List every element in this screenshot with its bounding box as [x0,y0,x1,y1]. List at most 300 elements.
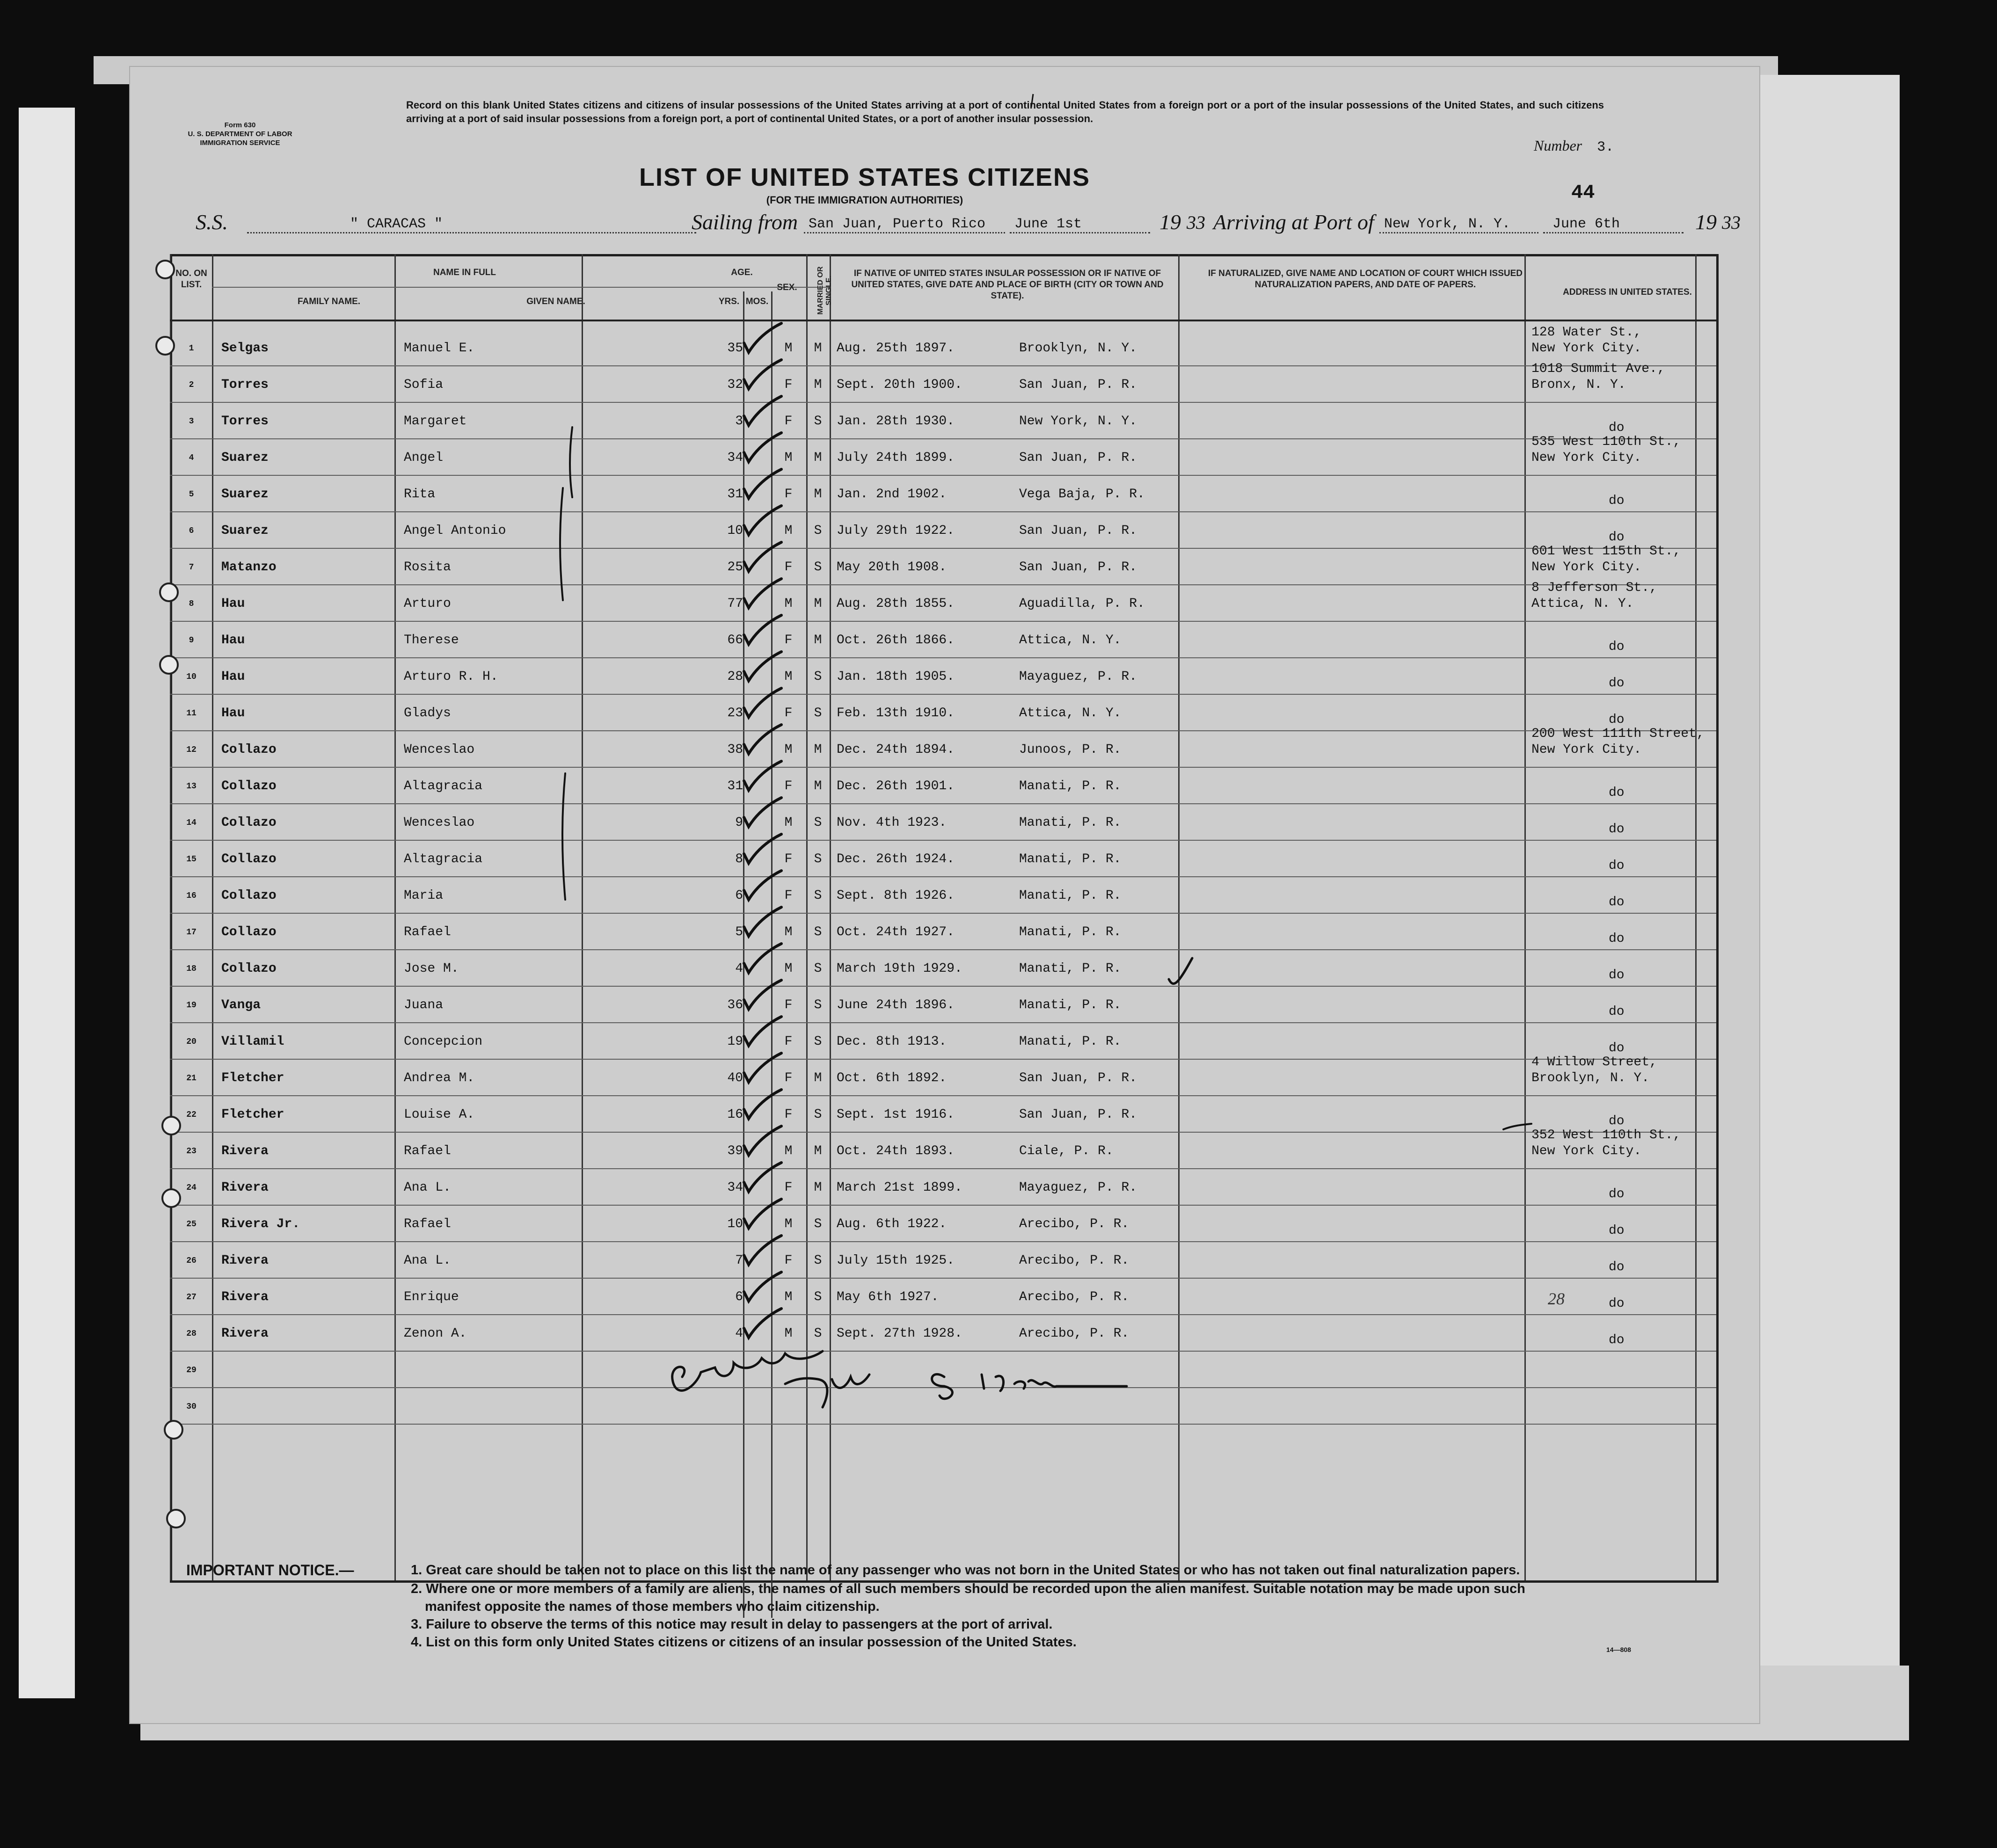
cell-address-line: do [1609,1004,1625,1019]
cell-birth-place: Brooklyn, N. Y. [1019,341,1137,356]
check-mark [744,1126,781,1155]
cell-family: Vanga [221,998,261,1012]
cell-address-line: do [1609,1041,1625,1055]
cell-birth-place: Vega Baja, P. R. [1019,487,1145,502]
cell-birth-date: Sept. 1st 1916. [837,1107,955,1122]
cell-address-line: do [1609,786,1625,800]
cell-birth-date: Sept. 8th 1926. [837,888,955,903]
cell-given: Angel Antonio [404,524,506,538]
check-mark [744,396,781,425]
cell-birth-place: Junoos, P. R. [1019,742,1122,757]
cell-address-line: do [1609,895,1625,909]
cell-birth-place: Ciale, P. R. [1019,1144,1114,1158]
cell-birth-place: San Juan, P. R. [1019,1071,1137,1085]
header-married-or-single: MARRIED OR SINGLE. [816,266,833,315]
cell-ms: S [814,925,822,939]
cell-given: Altagracia [404,779,483,793]
cell-no: 12 [186,745,197,755]
cell-birth-place: Manati, P. R. [1019,852,1122,866]
cell-yrs: 10 [727,1217,743,1231]
service: IMMIGRATION SERVICE [200,139,280,147]
cell-birth-place: Manati, P. R. [1019,888,1122,903]
cell-given: Wenceslao [404,815,475,830]
cell-given: Rafael [404,1217,451,1231]
cell-ms: M [814,378,822,392]
cell-ms: M [814,633,822,648]
cell-yrs: 3 [735,414,743,429]
cell-address-line: 4 Willow Street, [1531,1055,1657,1070]
cell-sex: M [784,597,793,611]
cell-address-line: do [1609,931,1625,946]
number-label: Number [1534,137,1582,154]
cell-ms: M [814,597,822,611]
check-mark [744,1199,781,1228]
cell-ms: M [814,487,822,502]
cell-yrs: 25 [727,560,743,575]
cell-ms: S [814,560,822,575]
cell-birth-date: Jan. 18th 1905. [837,669,955,684]
cell-birth-date: Aug. 6th 1922. [837,1217,947,1231]
header-no-on-list: NO. ON LIST. [175,269,207,290]
signature-title [785,1375,869,1407]
cell-ms: S [814,524,822,538]
cell-no: 21 [186,1074,197,1083]
cell-yrs: 19 [727,1034,743,1049]
cell-ms: M [814,451,822,465]
punch-hole [161,1116,181,1135]
print-code: 14—808 [1606,1646,1631,1653]
cell-birth-date: Jan. 28th 1930. [837,414,955,429]
cell-given: Altagracia [404,852,483,866]
cell-birth-date: Dec. 24th 1894. [837,742,955,757]
check-mark [744,579,781,608]
ship-name: " CARACAS " [350,216,443,232]
cell-given: Wenceslao [404,742,475,757]
punch-hole [155,260,175,279]
cell-ms: M [814,1180,822,1195]
cell-sex: F [784,1034,793,1049]
cell-address-line: 1018 Summit Ave., [1531,362,1665,376]
cell-address-line: New York City. [1531,341,1642,356]
cell-given: Zenon A. [404,1326,467,1341]
cell-address-line: do [1609,421,1625,435]
cell-address-line: 352 West 110th St., [1531,1128,1681,1142]
cell-sex: M [784,1144,793,1158]
cell-ms: M [814,341,822,356]
cell-given: Gladys [404,706,451,720]
cell-yrs: 4 [735,1326,743,1341]
cell-family: Rivera [221,1180,269,1195]
cell-family: Selgas [221,341,269,356]
check-mark [744,506,781,535]
notice-item-2-continued: manifest opposite the names of those members who claim citizenship. [425,1599,880,1614]
cell-yrs: 40 [727,1071,743,1085]
sail-year-prefix: 19 [1159,210,1181,234]
punch-hole [159,655,179,675]
cell-sex: F [784,414,793,429]
cell-yrs: 23 [727,706,743,720]
cell-given: Juana [404,998,444,1012]
cell-sex: F [784,779,793,793]
check-mark [744,798,781,827]
cell-address-line: do [1609,1260,1625,1274]
cell-yrs: 39 [727,1144,743,1158]
cell-no: 30 [186,1402,197,1411]
cell-address-line: do [1609,676,1625,691]
cell-birth-place: Manati, P. R. [1019,815,1122,830]
cell-family: Matanzo [221,560,277,575]
cell-yrs: 31 [727,487,743,502]
cell-family: Suarez [221,451,269,465]
header-sex: SEX. [777,283,797,292]
cell-no: 6 [189,526,194,536]
cell-birth-date: Jan. 2nd 1902. [837,487,947,502]
cell-yrs: 7 [735,1253,743,1268]
cell-yrs: 8 [735,852,743,866]
cell-sex: F [784,852,793,866]
header-naturalized: IF NATURALIZED, GIVE NAME AND LOCATION OF COURT WHICH ISSUED NATURALIZATION PAPERS, AND DATE OF PAPERS. [1208,269,1523,290]
cell-given: Therese [404,633,459,648]
cell-sex: F [784,560,793,575]
cell-no: 8 [189,599,194,609]
cell-yrs: 6 [735,1290,743,1304]
cell-given: Jose M. [404,961,459,976]
cell-given: Maria [404,888,444,903]
cell-birth-date: Dec. 8th 1913. [837,1034,947,1049]
notice-label: IMPORTANT NOTICE.— [186,1562,354,1579]
bracket-marks [560,427,572,900]
cell-address-line: Attica, N. Y. [1531,597,1634,611]
cell-yrs: 4 [735,961,743,976]
check-mark [744,323,781,352]
cell-yrs: 28 [727,669,743,684]
signature-time [932,1374,1127,1398]
cell-sex: M [784,669,793,684]
cell-given: Rafael [404,1144,451,1158]
cell-ms: S [814,1107,822,1122]
cell-birth-place: Attica, N. Y. [1019,633,1122,648]
cell-address-line: do [1609,1296,1625,1311]
cell-no: 24 [186,1183,197,1193]
cell-birth-date: Oct. 24th 1893. [837,1144,955,1158]
cell-given: Rafael [404,925,451,939]
margin-number: 28 [1548,1289,1565,1308]
cell-given: Concepcion [404,1034,483,1049]
check-mark [744,980,781,1009]
bracket-mark-torres [570,427,572,497]
cell-sex: F [784,487,793,502]
form-number: Form 630 [224,121,256,129]
cell-family: Suarez [221,487,269,502]
check-mark [744,542,781,571]
cell-birth-place: Arecibo, P. R. [1019,1326,1130,1341]
cell-family: Hau [221,706,245,720]
cell-birth-date: May 20th 1908. [837,560,947,575]
notice-item-4: 4. List on this form only United States citizens or citizens of an insular possession of the United States. [411,1635,1077,1650]
cell-yrs: 6 [735,888,743,903]
cell-birth-place: Arecibo, P. R. [1019,1290,1130,1304]
cell-birth-place: Attica, N. Y. [1019,706,1122,720]
cell-birth-place: Arecibo, P. R. [1019,1253,1130,1268]
cell-birth-date: Sept. 27th 1928. [837,1326,962,1341]
cell-birth-place: Manati, P. R. [1019,998,1122,1012]
cell-ms: S [814,815,822,830]
cell-no: 18 [186,964,197,974]
cell-no: 26 [186,1256,197,1266]
cell-birth-date: Oct. 24th 1927. [837,925,955,939]
cell-ms: M [814,1071,822,1085]
ss-label: S.S. [196,210,228,234]
cell-sex: M [784,451,793,465]
cell-birth-date: Oct. 26th 1866. [837,633,955,648]
cell-birth-date: June 24th 1896. [837,998,955,1012]
stray-check-mark [1169,958,1192,984]
cell-sex: M [784,742,793,757]
cell-ms: S [814,888,822,903]
check-mark [744,1053,781,1082]
cell-sex: M [784,341,793,356]
cell-sex: M [784,815,793,830]
cell-given: Arturo R. H. [404,669,498,684]
cell-family: Fletcher [221,1071,284,1085]
cell-birth-place: San Juan, P. R. [1019,524,1137,538]
punch-hole [155,336,175,356]
cell-address-line: Bronx, N. Y. [1531,378,1626,392]
cell-address-line: do [1609,530,1625,545]
cell-given: Sofia [404,378,444,392]
cell-sex: M [784,961,793,976]
cell-yrs: 66 [727,633,743,648]
check-mark [744,652,781,681]
cell-family: Collazo [221,961,277,976]
cell-family: Hau [221,597,245,611]
cell-ms: S [814,1034,822,1049]
cell-family: Collazo [221,742,277,757]
cell-no: 2 [189,380,194,390]
check-mark [744,725,781,754]
cell-given: Margaret [404,414,467,429]
cell-no: 13 [186,782,197,791]
cell-birth-place: New York, N. Y. [1019,414,1137,429]
check-mark [744,761,781,790]
check-mark [744,907,781,936]
cell-sex: F [784,1107,793,1122]
cell-given: Manuel E. [404,341,475,356]
cell-family: Rivera Jr. [221,1217,300,1231]
bracket-mark-suarez [560,488,563,600]
cell-yrs: 34 [727,451,743,465]
cell-address-line: do [1609,1114,1625,1128]
cell-address-line: do [1609,859,1625,873]
cell-birth-date: July 15th 1925. [837,1253,955,1268]
sailing-label: Sailing from [692,210,798,234]
sail-date: June 1st [1014,216,1082,232]
cell-birth-date: July 29th 1922. [837,524,955,538]
header-address: ADDRESS IN UNITED STATES. [1563,287,1692,297]
cell-yrs: 31 [727,779,743,793]
cell-family: Collazo [221,815,277,830]
inspector-signature [672,1351,1127,1407]
cell-sex: M [784,1217,793,1231]
cell-address-line: 200 West 111th Street, [1531,727,1705,741]
cell-family: Fletcher [221,1107,284,1122]
header-native-insular: IF NATIVE OF UNITED STATES INSULAR POSSESSION OR IF NATIVE OF UNITED STATES, GIVE DATE AND PLACE OF BIRTH (CITY OR TOWN AND STATE). [851,269,1164,301]
signature-name [672,1351,823,1390]
header-yrs: YRS. [718,297,740,306]
cell-yrs: 36 [727,998,743,1012]
cell-family: Collazo [221,852,277,866]
cell-ms: S [814,1290,822,1304]
arrive-year-prefix: 19 [1695,210,1717,234]
cell-address-line: do [1609,494,1625,508]
cell-yrs: 38 [727,742,743,757]
cell-family: Suarez [221,524,269,538]
check-mark [744,1236,781,1265]
header-given-name: GIVEN NAME. [526,297,585,306]
cell-address-line: 128 Water St., [1531,325,1642,340]
cell-family: Rivera [221,1326,269,1341]
cell-ms: S [814,961,822,976]
department: U. S. DEPARTMENT OF LABOR [188,130,292,138]
cell-no: 23 [186,1147,197,1156]
cell-birth-date: March 21st 1899. [837,1180,962,1195]
cell-ms: M [814,742,822,757]
cell-family: Collazo [221,779,277,793]
cell-birth-place: Mayaguez, P. R. [1019,669,1137,684]
cell-birth-place: Manati, P. R. [1019,1034,1122,1049]
cell-birth-date: Sept. 20th 1900. [837,378,962,392]
cell-no: 16 [186,891,197,901]
cell-sex: M [784,925,793,939]
cell-birth-place: Arecibo, P. R. [1019,1217,1130,1231]
cell-sex: F [784,1253,793,1268]
check-mark [744,871,781,900]
check-mark [744,1090,781,1119]
cell-address-line: New York City. [1531,451,1642,465]
record-instructions: Record on this blank United States citizens and citizens of insular possessions of the United States arriving at a port of continental United States from a foreign port or a port of the insular possessions of the United States, and such citizens arriving at a port of said insular possessions from a foreign port, a port of continental United States, or a port of another insular possession. [406,99,1604,124]
cell-birth-date: March 19th 1929. [837,961,962,976]
cell-family: Rivera [221,1253,269,1268]
cell-no: 20 [186,1037,197,1047]
check-mark [744,1272,781,1301]
cell-ms: S [814,669,822,684]
cell-ms: S [814,998,822,1012]
cell-no: 15 [186,855,197,864]
manifest-sheet [130,67,1759,1723]
cell-ms: S [814,1326,822,1341]
cell-yrs: 5 [735,925,743,939]
cell-no: 25 [186,1220,197,1229]
header-mos: MOS. [745,297,769,306]
cell-birth-date: Oct. 6th 1892. [837,1071,947,1085]
cell-ms: S [814,414,822,429]
cell-birth-date: July 24th 1899. [837,451,955,465]
arrive-date: June 6th [1552,216,1620,232]
check-mark [744,1163,781,1192]
number-value: 3. [1597,139,1614,155]
cell-family: Collazo [221,925,277,939]
cell-family: Hau [221,633,245,648]
cell-address-line: do [1609,713,1625,727]
cell-yrs: 34 [727,1180,743,1195]
cell-given: Louise A. [404,1107,475,1122]
cell-birth-place: Manati, P. R. [1019,961,1122,976]
check-mark [744,433,781,462]
cell-given: Angel [404,451,444,465]
cell-yrs: 9 [735,815,743,830]
cell-given: Ana L. [404,1180,451,1195]
cell-family: Collazo [221,888,277,903]
cell-ms: M [814,779,822,793]
cell-address-line: Brooklyn, N. Y. [1531,1071,1650,1085]
cell-no: 17 [186,928,197,937]
cell-birth-date: Aug. 28th 1855. [837,597,955,611]
cell-address-line: do [1609,822,1625,837]
cell-sex: F [784,378,793,392]
cell-ms: S [814,852,822,866]
cell-yrs: 32 [727,378,743,392]
arriving-label: Arriving at Port of [1213,210,1374,234]
cell-yrs: 77 [727,597,743,611]
punch-hole [159,582,179,602]
cell-address-line: do [1609,1187,1625,1201]
header-age: AGE. [731,268,753,277]
to-port: New York, N. Y. [1384,216,1511,232]
cell-no: 1 [189,344,194,353]
cell-no: 5 [189,490,194,499]
page-title: LIST OF UNITED STATES CITIZENS [639,163,1090,191]
cell-no: 3 [189,417,194,426]
cell-ms: S [814,706,822,720]
underlying-page-right [1759,75,1900,1722]
cell-yrs: 16 [727,1107,743,1122]
cell-birth-place: San Juan, P. R. [1019,560,1137,575]
cell-birth-place: Mayaguez, P. R. [1019,1180,1137,1195]
cell-birth-place: Manati, P. R. [1019,925,1122,939]
cell-birth-place: San Juan, P. R. [1019,1107,1137,1122]
check-mark [744,469,781,498]
cell-birth-date: Nov. 4th 1923. [837,815,947,830]
cell-no: 9 [189,636,194,645]
cell-birth-place: San Juan, P. R. [1019,378,1137,392]
cell-sex: M [784,1290,793,1304]
cell-no: 27 [186,1293,197,1302]
cell-birth-date: Aug. 25th 1897. [837,341,955,356]
header-name-in-full: NAME IN FULL [433,268,496,277]
cell-address-line: do [1609,1333,1625,1347]
cell-sex: F [784,633,793,648]
cell-sex: F [784,998,793,1012]
handwriting-layer [130,67,1759,1723]
check-mark [744,1309,781,1338]
cell-birth-place: Aguadilla, P. R. [1019,597,1145,611]
cell-sex: M [784,1326,793,1341]
cell-birth-place: San Juan, P. R. [1019,451,1137,465]
cell-address-line: 8 Jefferson St., [1531,581,1657,595]
check-mark [744,834,781,863]
cell-birth-date: Feb. 13th 1910. [837,706,955,720]
punch-hole [161,1188,181,1208]
cell-birth-place: Manati, P. R. [1019,779,1122,793]
cell-no: 11 [186,709,197,718]
do-check-mark [1503,1124,1531,1129]
arrive-year: 33 [1722,212,1741,233]
cell-no: 22 [186,1110,197,1120]
cell-ms: S [814,1217,822,1231]
cell-given: Andrea M. [404,1071,475,1085]
cell-sex: F [784,1071,793,1085]
cell-address-line: New York City. [1531,1144,1642,1158]
